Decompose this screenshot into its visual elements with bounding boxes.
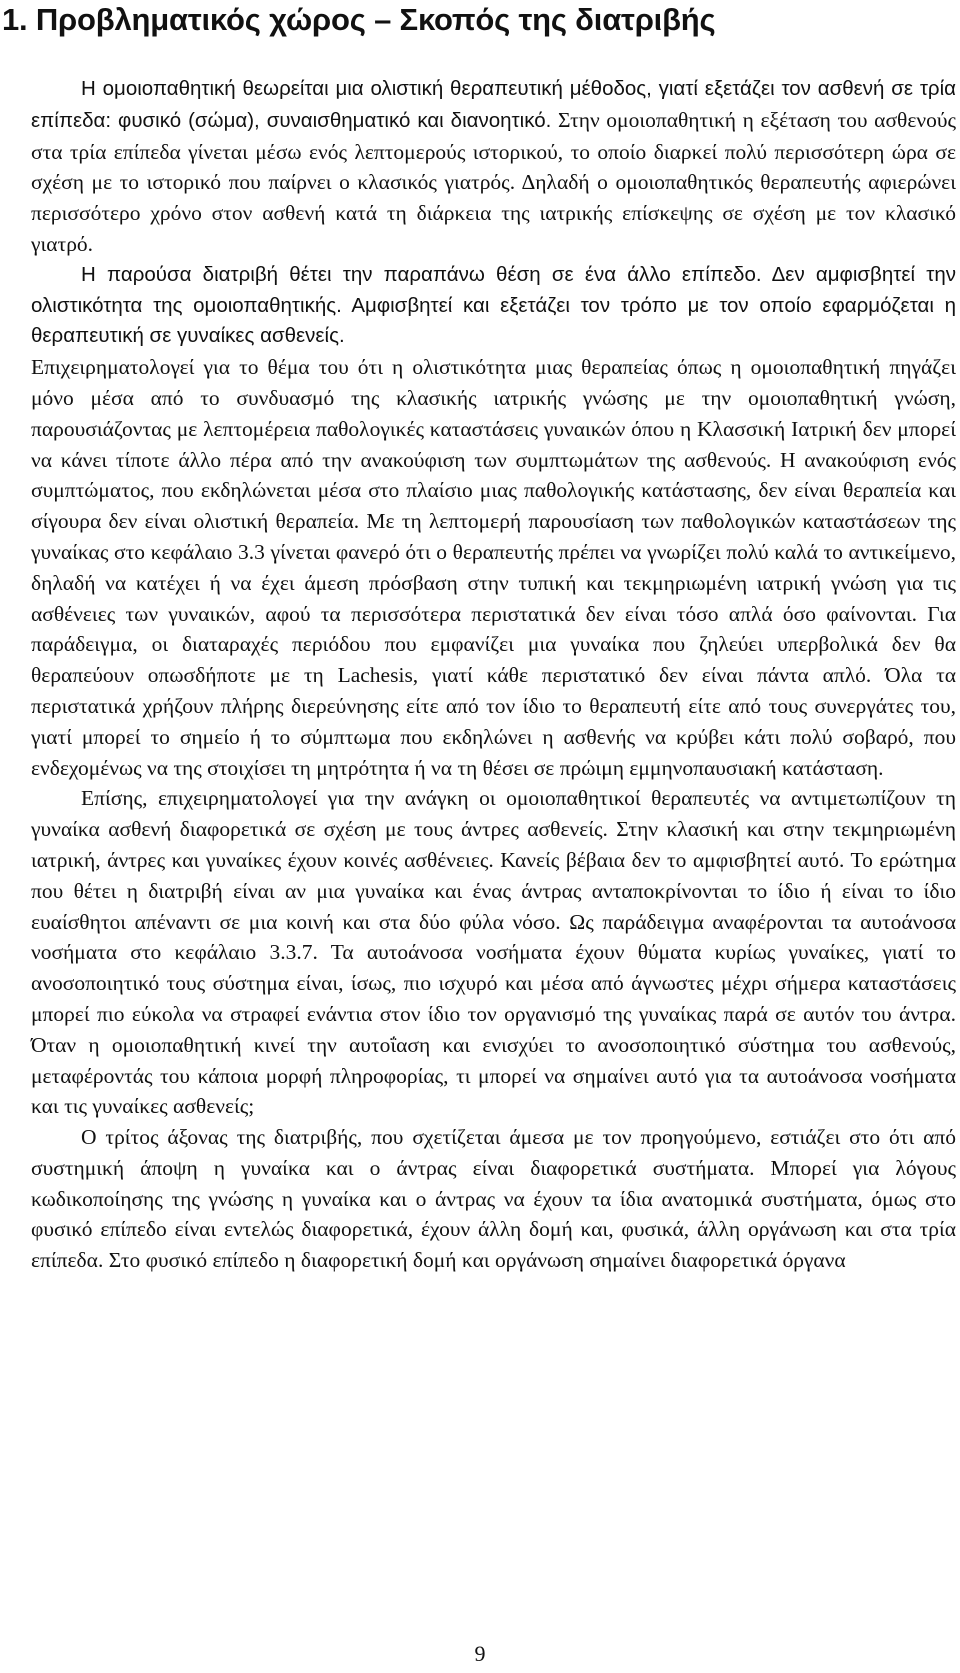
page-number: 9 [474,1641,486,1666]
paragraph-thesis-position: Η παρούσα διατριβή θέτει την παραπάνω θέση σε ένα άλλο επίπεδο. Δεν αμφισβητεί την ολιστικότητα της ομοιοπαθητικής. Αμφισβητεί και εξετάζει τον τρόπο με τον οποίο εφαρμόζεται η θεραπευτική σε γυναίκες ασθενείς. [31,262,956,348]
paragraph-holistic-argument: Επιχειρηματολογεί για το θέμα του ότι η ολιστικότητα μιας θεραπείας όπως η ομοιοπαθητική πηγάζει μόνο μέσα από το συνδυασμό της κλασικής ιατρικής γνώσης με την ομοιοπαθητική γνώση, παρουσιάζοντας με λεπτομέρεια παθολογικές καταστάσεις γυναικών όπου η Κλασσική Ιατρική δεν μπορεί να κάνει τίποτε άλλο πέρα από την ανακούφιση των συμπτωμάτων της ασθενούς. Η ανακούφιση ενός συμπτώματος, που εκδηλώνεται μέσα στο πλαίσιο μιας παθολογικής κατάστασης, δεν είναι θεραπεία και σίγουρα δεν είναι ολιστική θεραπεία. Με τη λεπτομερή παρουσίαση των παθολογικών καταστάσεων της γυναίκας στο κεφάλαιο 3.3 γίνεται φανερό ότι ο θεραπευτής πρέπει να γνωρίζει πολύ καλά το αντικείμενο, δηλαδή να κατέχει ή να έχει άμεση πρόσβαση στην τυπική και τεκμηριωμένη ιατρική γνώση για τις ασθένειες των γυναικών, αφού τα περισσότερα περιστατικά δεν είναι τόσο απλά όσο φαίνονται. Για παράδειγμα, οι διαταραχές περιόδου που εμφανίζει μια γυναίκα που ζηλεύει υπερβολικά δεν θα θεραπεύουν οπωσδήποτε με τη Lachesis, γιατί κάθε περιστατικό δεν είναι πάντα απλό. Όλα τα περιστατικά χρήζουν πλήρης διερεύνησης είτε από τον ίδιο το θεραπευτή είτε από τους συνεργάτες του, γιατί μπορεί το σημείο ή το σύμπτωμα που εκδηλώνει η ασθενής να κρύβει κάτι πολύ σοβαρό, που ενδεχομένως να της στοιχίσει τη μητρότητα ή να τη θέσει σε πρώιμη εμμηνοπαυσιακή κατάσταση. [31,355,956,780]
paragraph-intro-lead: Η ομοιοπαθητική θεωρείται μια ολιστική θεραπευτική μέθοδος, γιατί εξετάζει τον ασθενή σε τρία επίπεδα: φυσικό (σώμα), συναισθηματικό και διανοητικό. [31,77,956,132]
section-heading: 1. Προβληματικός χώρος – Σκοπός της διατριβής [2,2,716,37]
paragraph-gender-difference: Επίσης, επιχειρηματολογεί για την ανάγκη οι ομοιοπαθητικοί θεραπευτές να αντιμετωπίζουν τη γυναίκα ασθενή διαφορετικά σε σχέση με τους άντρες ασθενείς. Στην κλασική και στην τεκμηριωμένη ιατρική, άντρες και γυναίκες έχουν κοινές ασθένειες. Κανείς βέβαια δεν το αμφισβητεί αυτό. Το ερώτημα που θέτει η διατριβή είναι αν μια γυναίκα και ένας άντρας ανταποκρίνονται το ίδιο ή είναι το ίδιο ευαίσθητοι απέναντι σε μια κοινή και στα δύο φύλα νόσο. Ως παράδειγμα αναφέρονται τα αυτοάνοσα νοσήματα στο κεφάλαιο 3.3.7. Τα αυτοάνοσα νοσήματα έχουν θύματα κυρίως γυναίκες, γιατί το ανοσοποιητικό τους σύστημα είναι, ίσως, πιο ισχυρό και μέσα από άγνωστες μέχρι σήμερα καταστάσεις μπορεί πιο εύκολα να στραφεί ενάντια στον ίδιο τον οργανισμό της γυναίκας παρά σε αυτόν του άντρα. Όταν η ομοιοπαθητική κινεί την αυτοΐαση και ενισχύει το ανοσοποιητικό σύστημα του ασθενούς, μεταφέροντάς του κάποια μορφή πληροφορίας, τι μπορεί να σημαίνει αυτό για τα αυτοάνοσα νοσήματα και τις γυναίκες ασθενείς; [31,786,956,1119]
paragraph-intro [31,73,956,260]
body-text [31,73,956,1276]
paragraph-intro-history: Στην ομοιοπαθητική η εξέταση του ασθενούς στα τρία επίπεδα γίνεται μέσω ενός λεπτομερούς ιστορικού, το οποίο διαρκεί πολύ περισσότερη ώρα σε σχέση με το ιστορικό που παίρνει ο κλασικός γιατρός. [31,107,956,195]
paragraph-intro-time: Δηλαδή ο ομοιοπαθητικός θεραπευτής αφιερώνει περισσότερο χρόνο στον ασθενή κατά τη διάρκεια της ιατρικής επίσκεψης σε σχέση με τον κλασικό γιατρό. [31,170,956,256]
paragraph-third-axis: Ο τρίτος άξονας της διατριβής, που σχετίζεται άμεσα με τον προηγούμενο, εστιάζει στο ότι από συστημική άποψη η γυναίκα και ο άντρας είναι διαφορετικά συστήματα. Μπορεί για λόγους κωδικοποίησης της γνώσης η γυναίκα και ο άντρας να έχουν τα ίδια ανατομικά συστήματα, όμως στο φυσικό επίπεδο είναι εντελώς διαφορετικά, έχουν άλλη δομή και, φυσικά, άλλη οργάνωση και στα τρία επίπεδα. Στο φυσικό επίπεδο η διαφορετική δομή και οργάνωση σημαίνει διαφορετικά όργανα [31,1125,956,1273]
